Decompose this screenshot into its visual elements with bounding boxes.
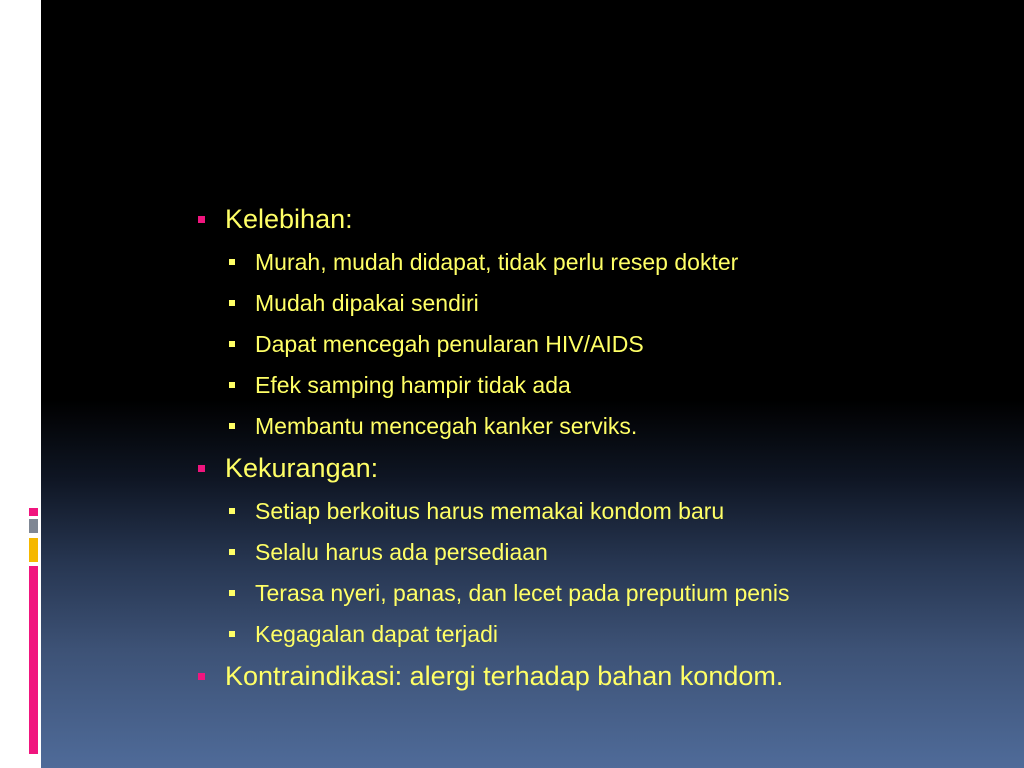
square-bullet-icon [229, 423, 235, 429]
sub-list-item [226, 242, 996, 283]
list-item [196, 447, 996, 655]
sub-list-item [226, 532, 996, 573]
sub-list-item [226, 614, 996, 655]
deco-bar [20, 20, 40, 24]
deco-bar [27, 20, 31, 120]
square-bullet-icon [198, 673, 205, 680]
sub-list-item [226, 365, 996, 406]
sub-list-item-label: Kegagalan dapat terjadi [255, 621, 498, 647]
square-bullet-icon [229, 382, 235, 388]
sub-list-item-label: Selalu harus ada persediaan [255, 539, 548, 565]
level1-list [196, 198, 996, 699]
square-bullet-icon [229, 508, 235, 514]
square-bullet-icon [229, 300, 235, 306]
list-item [196, 655, 996, 699]
square-bullet-icon [229, 259, 235, 265]
sub-list [226, 491, 996, 655]
deco-pink-bar [29, 566, 38, 754]
sub-list-item-label: Setiap berkoitus harus memakai kondom baru [255, 498, 725, 524]
square-bullet-icon [198, 465, 205, 472]
sub-list-item-label: Membantu mencegah kanker serviks. [255, 413, 638, 439]
sub-list-item [226, 573, 996, 614]
bullet-list [196, 198, 996, 699]
sub-list-item [226, 406, 996, 447]
list-item-label: Kontraindikasi: alergi terhadap bahan kondom. [225, 661, 784, 691]
sub-list-item-label: Mudah dipakai sendiri [255, 290, 479, 316]
deco-bar [34, 20, 38, 120]
square-bullet-icon [229, 341, 235, 347]
sub-list [226, 242, 996, 447]
square-bullet-icon [229, 631, 235, 637]
square-bullet-icon [229, 549, 235, 555]
deco-yellow-segment [29, 538, 38, 562]
square-bullet-icon [229, 590, 235, 596]
square-bullet-icon [198, 216, 205, 223]
sub-list-item-label: Murah, mudah didapat, tidak perlu resep dokter [255, 249, 739, 275]
deco-bar [20, 20, 24, 120]
sub-list-item [226, 283, 996, 324]
sub-list-item-label: Efek samping hampir tidak ada [255, 372, 571, 398]
sub-list-item-label: Dapat mencegah penularan HIV/AIDS [255, 331, 644, 357]
sub-list-item [226, 324, 996, 365]
list-item-label: Kelebihan: [225, 204, 353, 234]
list-item [196, 198, 996, 447]
deco-pink-segment [29, 508, 38, 516]
list-item-label: Kekurangan: [225, 453, 379, 483]
sub-list-item-label: Terasa nyeri, panas, dan lecet pada preputium penis [255, 580, 790, 606]
deco-gray-segment [29, 519, 38, 533]
sub-list-item [226, 491, 996, 532]
